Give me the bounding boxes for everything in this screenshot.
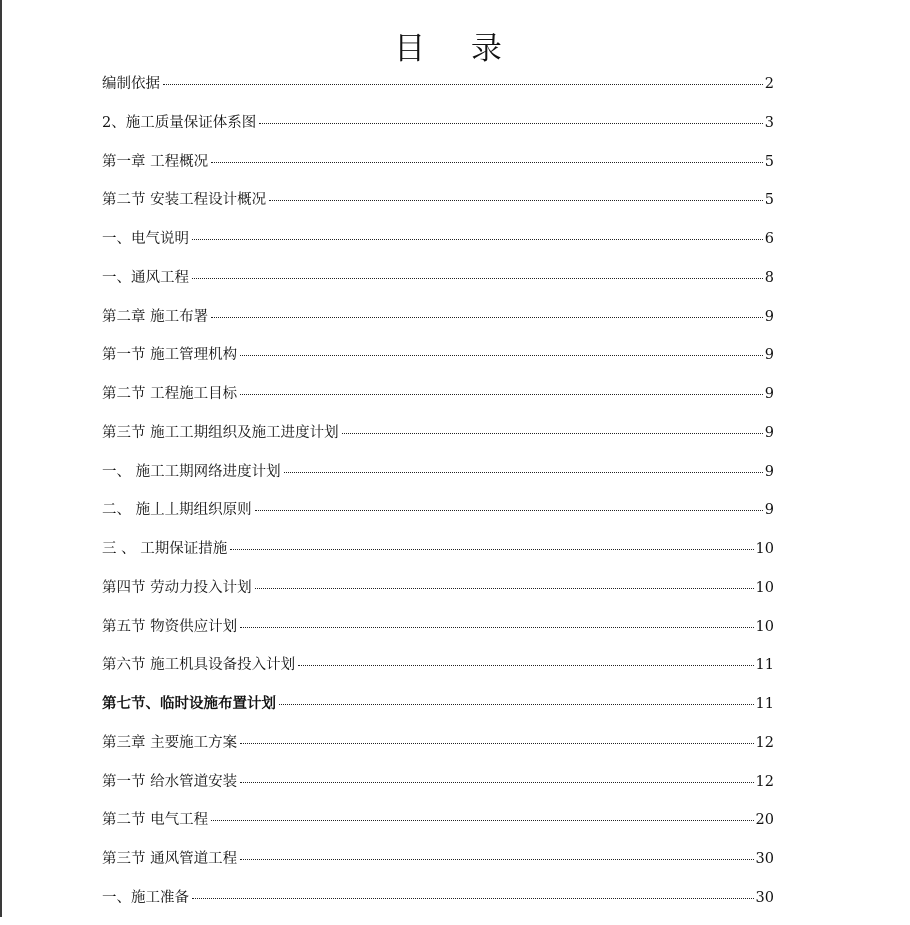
toc-entry[interactable] — [102, 653, 774, 692]
toc-entry[interactable] — [102, 343, 774, 382]
dot-leader — [192, 278, 763, 279]
page-title: 目 录 — [394, 30, 520, 67]
toc-entry[interactable] — [102, 266, 774, 305]
toc-entry[interactable] — [102, 576, 774, 615]
dot-leader — [163, 84, 763, 85]
toc-entry-label: 第二节 安装工程设计概况 — [102, 192, 267, 209]
toc-entry-page-number: 30 — [755, 889, 774, 906]
toc-entry-page-number: 5 — [764, 153, 774, 170]
dot-leader — [211, 820, 753, 821]
dot-leader — [342, 433, 763, 434]
toc-entry[interactable] — [102, 847, 774, 886]
toc-entry[interactable] — [102, 227, 774, 266]
toc-entry[interactable] — [102, 886, 774, 925]
table-of-contents — [102, 72, 774, 925]
dot-leader — [240, 627, 753, 628]
toc-entry[interactable] — [102, 150, 774, 189]
toc-entry[interactable] — [102, 537, 774, 576]
dot-leader — [255, 588, 754, 589]
toc-entry-page-number: 5 — [764, 192, 774, 209]
toc-entry[interactable] — [102, 305, 774, 344]
toc-entry-label: 第一章 工程概况 — [102, 153, 209, 170]
toc-entry-page-number: 8 — [764, 269, 774, 286]
dot-leader — [192, 239, 763, 240]
toc-entry-label: 第七节、临时设施布置计划 — [102, 695, 276, 712]
toc-entry-page-number: 11 — [755, 696, 774, 712]
dot-leader — [269, 200, 763, 201]
dot-leader — [284, 472, 763, 473]
dot-leader — [211, 162, 763, 163]
toc-entry-label: 第三节 施工工期组织及施工进度计划 — [102, 424, 339, 441]
toc-entry[interactable] — [102, 421, 774, 460]
toc-entry-page-number: 9 — [764, 502, 774, 519]
toc-entry-page-number: 12 — [755, 734, 774, 751]
dot-leader — [192, 898, 754, 899]
toc-entry-label: 第一节 给水管道安装 — [102, 773, 238, 790]
toc-entry-label: 第一节 施工管理机构 — [102, 347, 238, 364]
toc-entry-label: 一、通风工程 — [102, 269, 189, 286]
toc-entry-page-number: 2 — [764, 76, 774, 92]
dot-leader — [255, 510, 763, 511]
toc-entry-label: 第五节 物资供应计划 — [102, 618, 238, 635]
toc-entry-label: 一、 施工工期网络进度计划 — [102, 463, 281, 480]
toc-entry-label: 第三节 通风管道工程 — [102, 851, 238, 867]
toc-entry-label: 第三章 主要施工方案 — [102, 734, 238, 751]
dot-leader — [279, 704, 754, 705]
toc-entry-label: 第二节 工程施工目标 — [102, 386, 238, 402]
toc-entry[interactable] — [102, 731, 774, 770]
toc-entry-page-number: 10 — [755, 541, 774, 557]
toc-entry-label: 编制依据 — [102, 76, 160, 92]
toc-entry-page-number: 3 — [764, 114, 774, 131]
toc-entry-label: 一、施工准备 — [102, 889, 189, 906]
toc-entry-page-number: 9 — [764, 424, 774, 441]
dot-leader — [259, 123, 763, 124]
toc-entry[interactable] — [102, 460, 774, 499]
toc-entry-label: 一、电气说明 — [102, 231, 189, 247]
toc-entry[interactable] — [102, 188, 774, 227]
toc-entry[interactable] — [102, 808, 774, 847]
toc-entry-page-number: 12 — [755, 773, 774, 790]
toc-entry[interactable] — [102, 770, 774, 809]
dot-leader — [240, 355, 763, 356]
toc-entry-label: 2、施工质量保证体系图 — [102, 114, 257, 131]
toc-entry-page-number: 10 — [755, 618, 774, 635]
toc-entry-page-number: 10 — [755, 579, 774, 596]
toc-entry-label: 第二节 电气工程 — [102, 812, 209, 829]
toc-entry[interactable] — [102, 111, 774, 150]
dot-leader — [298, 665, 753, 666]
toc-entry[interactable] — [102, 498, 774, 537]
toc-entry-label: 三 、 工期保证措施 — [102, 541, 228, 557]
dot-leader — [240, 859, 753, 860]
dot-leader — [240, 394, 763, 395]
toc-entry-label: 第四节 劳动力投入计划 — [102, 579, 252, 596]
dot-leader — [240, 782, 753, 783]
toc-entry-page-number: 30 — [755, 851, 774, 867]
toc-entry[interactable] — [102, 72, 774, 111]
toc-entry[interactable] — [102, 692, 774, 731]
toc-entry[interactable] — [102, 382, 774, 421]
toc-entry[interactable] — [102, 615, 774, 654]
toc-entry-page-number: 9 — [764, 308, 774, 325]
toc-entry-label: 第六节 施工机具设备投入计划 — [102, 657, 296, 674]
toc-entry-page-number: 6 — [764, 231, 774, 247]
toc-entry-label: 第二章 施工布署 — [102, 308, 209, 325]
dot-leader — [240, 743, 753, 744]
dot-leader — [230, 549, 753, 550]
toc-entry-page-number: 9 — [764, 347, 774, 364]
toc-entry-page-number: 9 — [764, 463, 774, 480]
toc-entry-page-number: 20 — [755, 812, 774, 829]
toc-entry-label: 二、 施丄丄期组织原则 — [102, 502, 252, 519]
dot-leader — [211, 317, 763, 318]
toc-entry-page-number: 11 — [755, 657, 774, 674]
toc-entry-page-number: 9 — [764, 386, 774, 402]
